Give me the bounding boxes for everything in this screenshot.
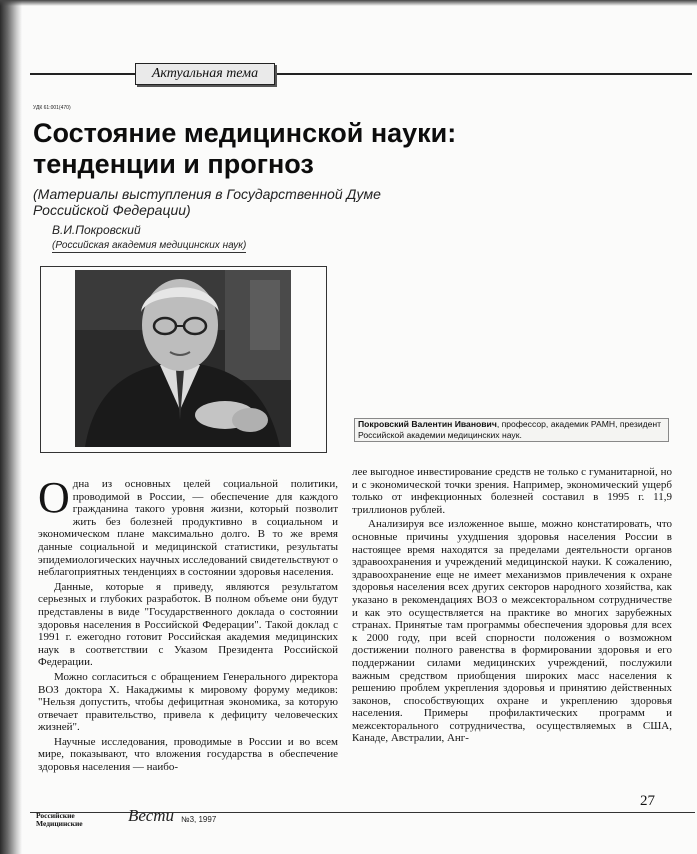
photo-caption	[354, 418, 669, 442]
rubric-text: Актуальная тема	[151, 66, 259, 81]
author-affiliation: (Российская академия медицинских наук)	[52, 240, 247, 251]
paragraph: лее выгодное инвестирование средств не только с гуманитарной, но и с экономической точки зрения. Например, экономический ущерб только от инфекционных болезней составил в 1995 г. 11,9 триллионов рублей.	[352, 466, 672, 516]
journal-brand	[36, 812, 83, 828]
paragraph	[38, 473, 338, 579]
article-column-left	[38, 473, 338, 776]
paragraph: Можно согласиться с обращением Генерального директора ВОЗ доктора Х. Накаджимы к мировому форуму медиков: "Нельзя допустить, чтобы дефицитная экономика, за которую отвечает правительство, привела к дефициту человеческих жизней".	[38, 670, 338, 734]
paragraph: Научные исследования, проводимые в России и во всем мире, показывают, что вложения государства в обеспечение здоровья населения — наибо-	[38, 735, 338, 774]
journal-logo: Вести	[128, 806, 175, 825]
brand-line: Медицинские	[36, 819, 83, 828]
issue-number: №3, 1997	[181, 815, 217, 824]
portrait-illustration	[75, 270, 291, 447]
article-column-right	[352, 466, 672, 747]
paragraph-text: дна из основных целей социальной политики, проводимой в России, — обеспечение для каждого гражданина такого уровня жизни, который позволит жить без болезней продуктивно в социальном и экономическом плане максимально долго. В то же время данные социальной и медицинской статистики, результаты эпидемиологических научных исследований свидетельствуют о неблагоприятных тенденциях в состоянии здоровья населения.	[38, 478, 338, 579]
udk-code: УДК 61:001(470)	[33, 105, 71, 111]
caption-name: Покровский Валентин Иванович	[358, 419, 497, 429]
scan-shadow-left	[0, 0, 22, 854]
brand-line: Российские	[36, 811, 75, 820]
author-name: В.И.Покровский	[52, 223, 141, 237]
paragraph: Данные, которые я приведу, являются результатом серьезных и глубоких разработок. В полном объеме они будут представлены в виде "Государственного доклада о состоянии здоровья населения в Российской Федерации". Такой доклад с 1991 г. ежегодно готовит Российская академия медицинских наук в соответствии с Указом Президента Российской Федерации.	[38, 580, 338, 669]
rubric-rule	[30, 73, 692, 75]
article-title: Состояние медицинской науки: тенденции и прогноз	[33, 118, 457, 179]
page-number: 27	[640, 793, 655, 809]
paragraph: Анализируя все изложенное выше, можно констатировать, что основные причины ухудшения здоровья населения России в настоящее время находятся за пределами деятельности органов здравоохранения и учреждений медицинской науки. К сожалению, здравоохранение еще не имеет механизмов привлечения к охране здоровья населения всех других секторов народного хозяйства, как указано в рекомендациях ВОЗ о межсекторальном сотрудничестве и как это осуществляется на практике во многих зарубежных странах. Принятые там программы обеспечения здоровья для всех к 2000 году, при всей спорности положения о возможном достижении полного равенства в формировании здоровья и его поддержании силами медицинских учреждений, послужили важным средством приобщения широких масс населения к решению проблем укрепления здоровья и принятию действенных законов, способствующих охране и укреплению здоровья населения. Примеры профилактических программ и межсекторального сотрудничества, осуществляемых в США, Канаде, Австралии, Анг-	[352, 518, 672, 745]
drop-cap: О	[38, 473, 70, 522]
article-subtitle: (Материалы выступления в Государственной Думе Российской Федерации)	[33, 186, 381, 218]
rubric-label	[135, 63, 275, 85]
author-portrait-photo	[75, 270, 291, 447]
scan-shadow-top	[0, 0, 697, 6]
caption-rest: , профессор, академик РАМН, президент Российской академии медицинских наук.	[358, 419, 662, 440]
